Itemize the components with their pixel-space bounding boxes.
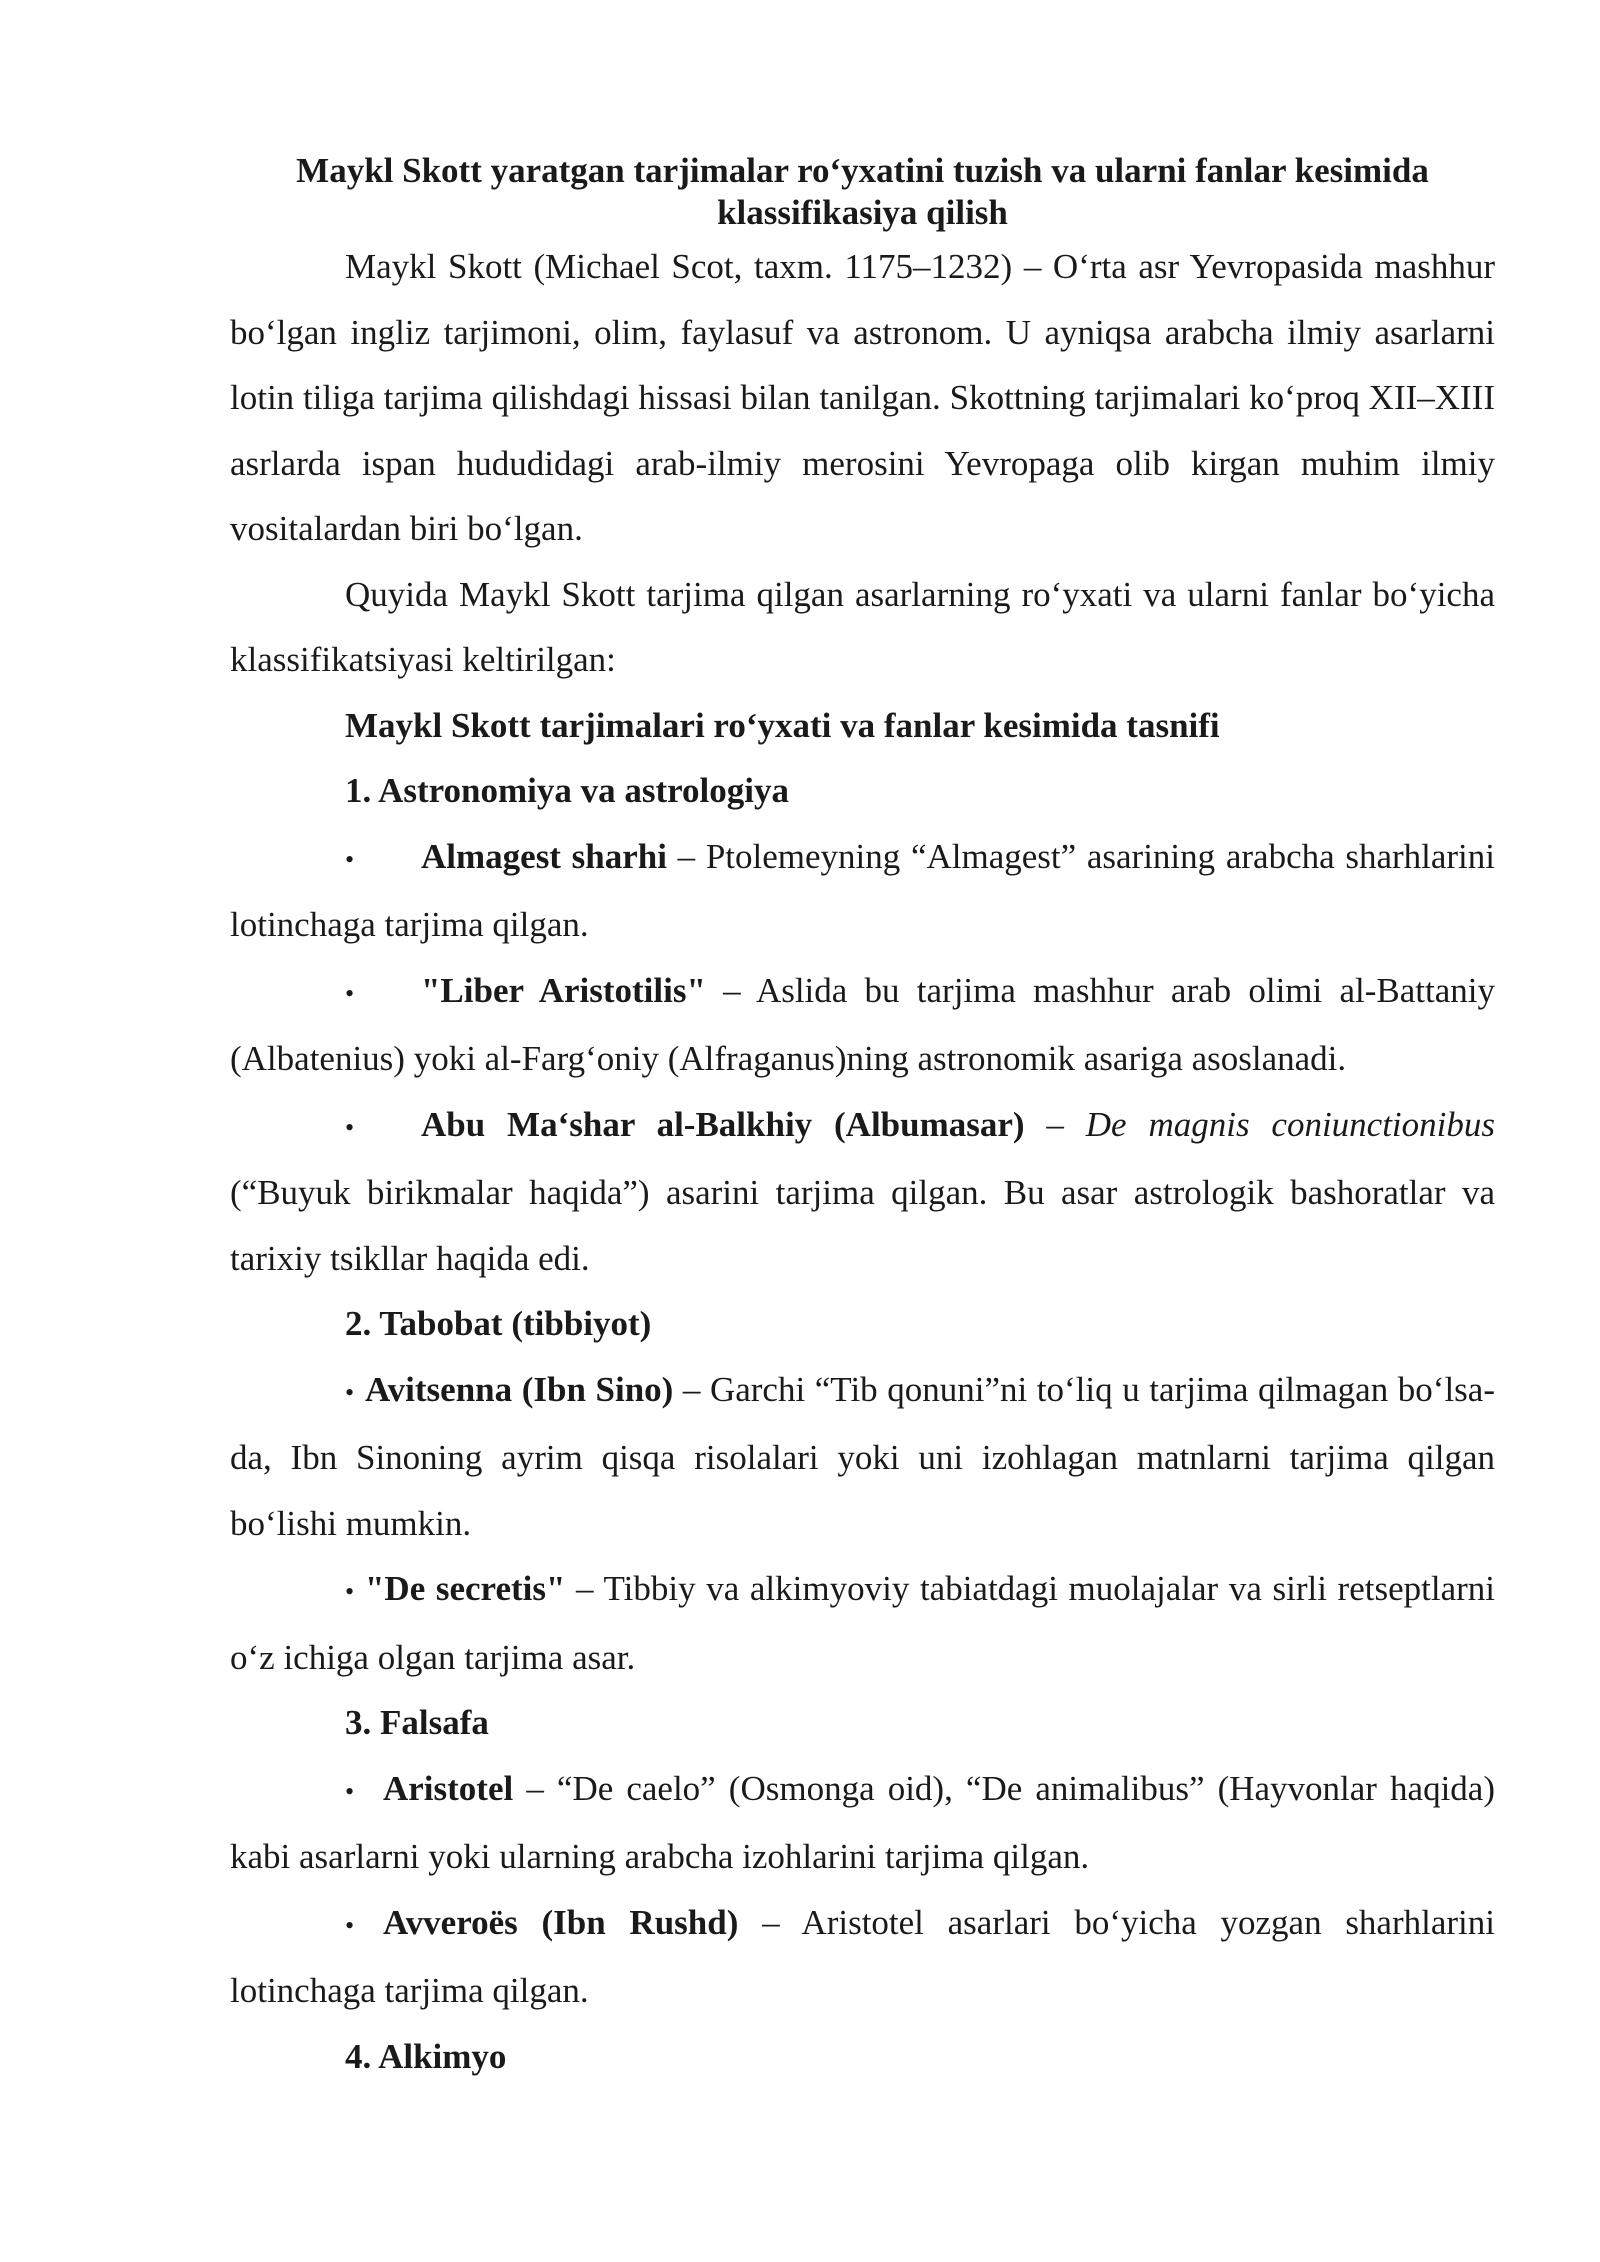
list-item [230,1092,1495,1292]
section-heading-philosophy: 3. Falsafa [345,1703,489,1742]
bullet-icon: • [345,1577,355,1606]
item-text: (“Buyuk birikmalar haqida”) asarini tarjima qilgan. Bu asar astrologik bashoratlar va tarixiy tsikllar haqida edi. [230,1173,1495,1278]
document-body [230,150,1495,2089]
section-heading-astronomy: 1. Astronomiya va astrologiya [345,771,789,810]
list-intro-paragraph: Quyida Maykl Skott tarjima qilgan asarlarning ro‘yxati va ularni fanlar bo‘yicha klassifikatsiyasi keltirilgan: [230,574,1495,679]
item-italic-title: De magnis coniunctionibus [1085,1104,1495,1144]
list-item [230,1357,1495,1557]
section-heading-alchemy: 4. Alkimyo [345,2036,507,2076]
list-item [230,1756,1495,1890]
list-item [230,958,1495,1092]
item-title: "Liber Aristotilis" [421,970,706,1010]
item-text: – Tibbiy va alkimyoviy tabiatdagi muolajalar va sirli retseptlarni o‘z ichiga olgan tarjima asar. [230,1569,1495,1677]
bullet-icon: • [345,1910,355,1940]
document-title: Maykl Skott yaratgan tarjimalar ro‘yxatini tuzish va ularni fanlar kesimida klassifikasiya qilish [296,151,1429,232]
list-item [230,1556,1495,1690]
bullet-icon: • [345,978,355,1008]
bullet-icon: • [345,1776,355,1806]
bullet-icon: • [345,1112,355,1142]
item-title: Avitsenna (Ibn Sino) [365,1369,674,1409]
item-text: – Ptolemeyning “Almagest” asarining arabcha sharhlarini lotinchaga tarjima qilgan. [230,836,1495,944]
item-text: – Garchi “Tib qonuni”ni to‘liq u tarjima qilmagan bo‘lsa-da, Ibn Sinoning ayrim qisqa risolalari yoki uni izohlagan matnlarni tarjima qilgan bo‘lishi mumkin. [230,1369,1495,1543]
item-title: Aristotel [383,1768,514,1808]
item-title: Almagest sharhi [421,836,667,876]
section-heading-medicine: 2. Tabobat (tibbiyot) [345,1304,652,1343]
item-title: Avveroës (Ibn Rushd) [383,1902,739,1942]
item-text: – Aslida bu tarjima mashhur arab olimi al-Battaniy (Albatenius) yoki al-Farg‘oniy (Alfraganus)ning astronomik asariga asoslanadi. [230,970,1495,1078]
item-title: "De secretis" [365,1569,566,1608]
item-dash: – [1024,1104,1086,1144]
item-text: – Aristotel asarlari bo‘yicha yozgan sharhlarini lotinchaga tarjima qilgan. [230,1902,1495,2010]
bullet-icon: • [345,844,355,874]
list-heading: Maykl Skott tarjimalari ro‘yxati va fanlar kesimida tasnifi [345,705,1220,745]
intro-paragraph: Maykl Skott (Michael Scot, taxm. 1175–1232) – O‘rta asr Yevropasida mashhur bo‘lgan ingliz tarjimoni, olim, faylasuf va astronom. U ayniqsa arabcha ilmiy asarlarni lotin tiliga tarjima qilishdagi hissasi bilan tanilgan. Skottning tarjimalari ko‘proq XII–XIII asrlarda ispan hududidagi arab-ilmiy merosini Yevropaga olib kirgan muhim ilmiy vositalardan biri bo‘lgan. [230,247,1495,548]
item-title: Abu Ma‘shar al-Balkhiy (Albumasar) [421,1104,1025,1144]
bullet-icon: • [345,1377,355,1407]
list-item [230,1890,1495,2024]
item-text: – “De caelo” (Osmonga oid), “De animalibus” (Hayvonlar haqida) kabi asarlarni yoki ularning arabcha izohlarini tarjima qilgan. [230,1768,1495,1876]
list-item [230,824,1495,958]
